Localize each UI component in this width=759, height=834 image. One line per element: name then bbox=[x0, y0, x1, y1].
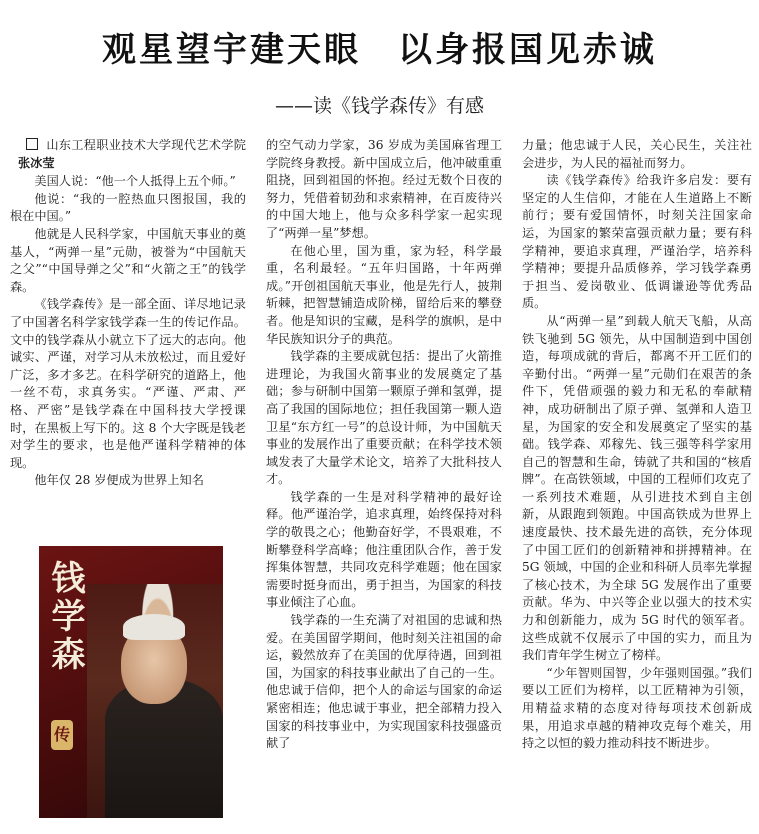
square-bullet-icon bbox=[26, 138, 38, 150]
text-column-3 bbox=[522, 137, 752, 834]
paragraph: 他就是人民科学家，中国航天事业的奠基人，“两弹一星”元勋，被誉为“中国航天之父”“中国导弹之父”和“火箭之王”的钱学森。 bbox=[10, 226, 246, 294]
paragraph: 他说：“我的一腔热血只图报国，我的根在中国。” bbox=[10, 191, 246, 224]
book-cover-title: 钱学森 bbox=[45, 560, 85, 674]
paragraph: 钱学森的一生是对科学精神的最好诠释。他严谨治学，追求真理，始终保持对科学的敬畏之心；他勤奋好学，不畏艰难，不断攀登科学高峰；他注重团队合作，善于发挥集体智慧，共同攻克科学难题；他在国家需要时挺身而出，勇于担当，为国家的科技事业倾注了心血。 bbox=[266, 489, 502, 610]
paragraph: 美国人说：“他一个人抵得上五个师。” bbox=[34, 174, 236, 189]
book-cover-image bbox=[39, 546, 223, 818]
article-title: 观星望宇建天眼 以身报国见赤诚 bbox=[102, 30, 657, 70]
paragraph: 钱学森的一生充满了对祖国的忠诚和热爱。在美国留学期间，他时刻关注祖国的命运，毅然放弃了在美国的优厚待遇，回到祖国，为国家的科技事业献出了自己的一生。他忠诚于信仰，把个人的命运与国家的命运紧密相连；他忠诚于事业，把全部精力投入国家的科技事业中，为实现国家科技强盛贡献了 bbox=[266, 613, 502, 751]
text-column-2 bbox=[266, 137, 502, 834]
paragraph: “少年智则国智，少年强则国强。”我们要以工匠们为榜样，以工匠精神为引领，用精益求精的态度对待每项技术创新成果，用追求卓越的精神攻克每个难关，用持之以恒的毅力推动科技不断进步。 bbox=[522, 665, 752, 751]
text-column-1 bbox=[10, 137, 246, 532]
book-cover-seal: 传 bbox=[51, 720, 73, 750]
article-subtitle: ——读《钱学森传》有感 bbox=[274, 95, 484, 117]
paragraph: 从“两弹一星”到载人航天飞船，从高铁飞驰到 5G 领先，从中国制造到中国创造，每项成就的背后，都离不开工匠们的辛勤付出。“两弹一星”元勋们在艰苦的条件下，凭借顽强的毅力和无私的奉献精神，成功研制出了原子弹、氢弹和人造卫星，为国家的安全和发展奠定了坚实的基础。钱学森、邓稼先、钱三强等科学家用自己的智慧和生命，铸就了共和国的“核盾牌”。在高铁领域，中国的工程师们攻克了一系列技术难题，从引进技术到自主创新，从跟跑到领跑。中国高铁成为世界上速度最快、技术最先进的高铁，充分体现了中国工匠们的创新精神和拼搏精神。在 5G 领域，中国的企业和科研人员率先掌握了核心技术，为全球 5G 发展作出了重要贡献。华为、中兴等企业以强大的技术实力和创新能力，成为 5G 时代的领军者。这些成就不仅展示了中国的实力，而且为我们青年学生树立了榜样。 bbox=[522, 313, 752, 663]
byline bbox=[10, 137, 246, 172]
paragraph: 的空气动力学家，36 岁成为美国麻省理工学院终身教授。新中国成立后，他冲破重重阻挠，回到祖国的怀抱。经过无数个日夜的努力，凭借着韧劲和求索精神，在百废待兴的中国大地上，他与众多科学家一起实现了“两弹一星”梦想。 bbox=[266, 138, 502, 240]
paragraph: 在他心里，国为重，家为轻，科学最重，名利最轻。“五年归国路，十年两弹成。”开创祖国航天事业，他是先行人，披荆斩棘，把智慧铺造成阶梯，留给后来的攀登者。他是知识的宝藏，是科学的旗帜，是中华民族知识分子的典范。 bbox=[266, 243, 502, 346]
paragraph: 他年仅 28 岁便成为世界上知名 bbox=[34, 473, 204, 488]
portrait-hair bbox=[123, 614, 185, 640]
byline-author: 张冰莹 bbox=[18, 155, 55, 170]
paragraph: 读《钱学森传》给我许多启发：要有坚定的人生信仰，才能在人生道路上不断前行；要有爱国情怀，时刻关注国家命运，为国家的繁荣富强贡献力量；要有科学精神，要追求真理，严谨治学，培养科学精神；要提升品质修养，学习钱学森勇于担当、爱岗敬业、低调谦逊等优秀品质。 bbox=[522, 173, 752, 311]
paragraph: 《钱学森传》是一部全面、详尽地记录了中国著名科学家钱学森一生的传记作品。文中的钱学森从小就立下了远大的志向。他诚实、严谨，对学习从未放松过，而且爱好广泛，多才多艺。在科学研究的道路上，他一丝不苟，求真务实。“严谨、严肃、严格、严密”是钱学森在中国科技大学授课时，在黑板上写下的。这 8 个大字既是钱老对学生的要求，也是他严谨科学精神的体现。 bbox=[10, 297, 246, 470]
paragraph: 钱学森的主要成就包括：提出了火箭推进理论，为我国火箭事业的发展奠定了基础；参与研制中国第一颗原子弹和氢弹，提高了我国的国际地位；担任我国第一颗人造卫星“东方红一号”的总设计师，为中国航天事业的发展作出了重要贡献；在科学技术领域发表了大量学术论文，培养了大批科技人才。 bbox=[266, 349, 502, 487]
portrait-photo bbox=[87, 584, 223, 818]
paragraph: 力量；他忠诚于人民，关心民生，关注社会进步，为人民的福祉而努力。 bbox=[522, 138, 752, 170]
byline-affiliation: 山东工程职业技术大学现代艺术学院 bbox=[46, 138, 246, 152]
